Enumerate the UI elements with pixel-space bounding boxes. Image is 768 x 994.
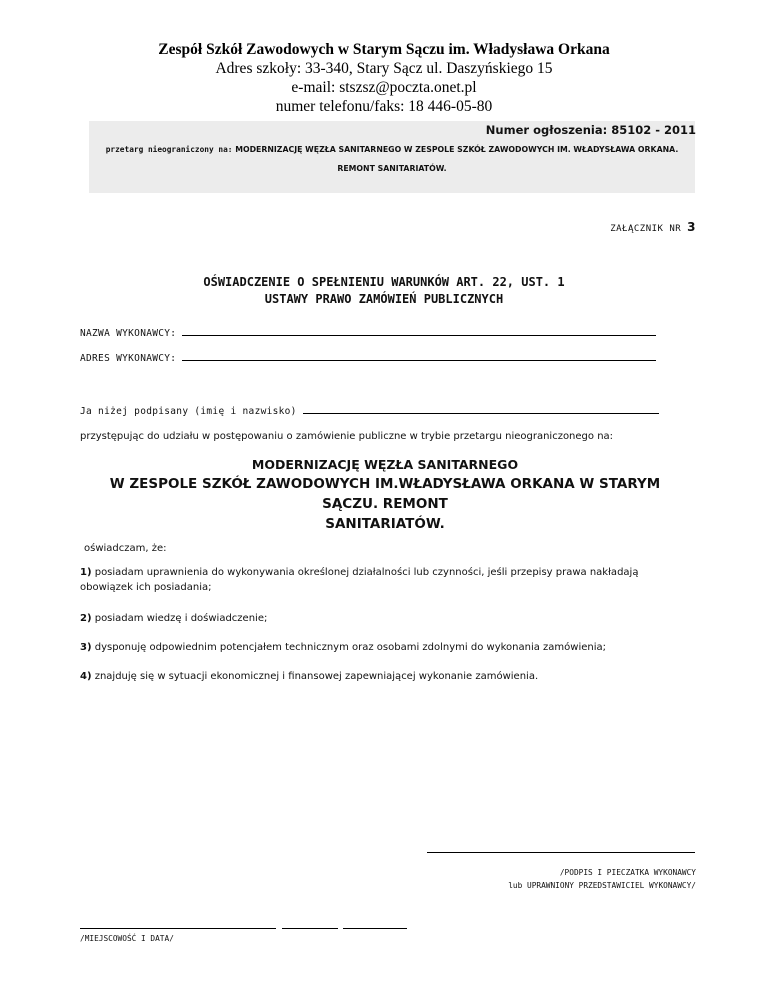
- item-text: dysponuję odpowiednim potencjałem technicznym oraz osobami zdolnymi do wykonania zamówienia;: [94, 642, 607, 653]
- item-text: posiadam uprawnienia do wykonywania określonej działalności lub czynności, jeśli przepisy prawa nakładają obowiązek ich posiadania;: [80, 567, 639, 593]
- signature-caption-1: /PODPIS I PIECZATKA WYKONAWCY: [559, 868, 696, 877]
- signature-line[interactable]: [427, 852, 695, 853]
- contractor-address-field[interactable]: [80, 350, 656, 364]
- list-item: [80, 565, 690, 595]
- contractor-name-label: NAZWA WYKONAWCY:: [80, 328, 177, 339]
- item-text: znajduję się w sytuacji ekonomicznej i finansowej zapewniającej wykonanie zamówienia.: [94, 671, 539, 682]
- contractor-name-field[interactable]: [80, 325, 656, 339]
- signer-field[interactable]: [80, 403, 659, 417]
- item-number: 1): [80, 567, 92, 578]
- attachment-label: [610, 220, 696, 234]
- item-number: 4): [80, 671, 92, 682]
- place-blank[interactable]: [80, 928, 276, 929]
- title-line-1: OŚWIADCZENIE O SPEŁNIENIU WARUNKÓW ART. 22, UST. 1: [203, 275, 565, 289]
- contractor-name-blank[interactable]: [182, 325, 656, 336]
- notice-number: Numer ogłoszenia: 85102 - 2011: [485, 123, 696, 137]
- signature-caption-2: lub UPRAWNIONY PRZEDSTAWICIEL WYKONAWCY/: [508, 881, 696, 890]
- document-title: [0, 274, 768, 308]
- subject-line-3: SANITARIATÓW.: [325, 516, 445, 532]
- attachment-text: ZAŁĄCZNIK NR: [610, 224, 682, 234]
- school-header: [0, 40, 768, 116]
- date-blank-1[interactable]: [282, 928, 338, 929]
- subject-line-1: MODERNIZACJĘ WĘZŁA SANITARNEGO: [251, 457, 519, 472]
- tender-description: [89, 140, 695, 178]
- declare-text: oświadczam, że:: [84, 543, 167, 554]
- item-number: 3): [80, 642, 92, 653]
- item-number: 2): [80, 613, 92, 624]
- place-date-caption: /MIEJSCOWOŚĆ I DATA/: [80, 934, 174, 943]
- subject-line-2: W ZESPOLE SZKÓŁ ZAWODOWYCH IM.WŁADYSŁAWA ORKANA W STARYM SĄCZU. REMONT: [109, 476, 661, 512]
- title-line-2: USTAWY PRAWO ZAMÓWIEŃ PUBLICZNYCH: [264, 292, 504, 306]
- school-phone: numer telefonu/faks: 18 446-05-80: [275, 98, 493, 115]
- signature-caption: [508, 866, 696, 892]
- tender-subject-2: REMONT SANITARIATÓW.: [337, 164, 447, 173]
- tender-prefix: przetarg nieograniczony na:: [105, 145, 233, 154]
- tender-subject-block: [80, 456, 690, 534]
- list-item: [80, 669, 690, 684]
- school-name: Zespół Szkół Zawodowych w Starym Sączu im. Władysława Orkana: [158, 41, 610, 58]
- date-blank-2[interactable]: [343, 928, 407, 929]
- list-item: [80, 640, 690, 655]
- contractor-address-blank[interactable]: [182, 350, 656, 361]
- contractor-address-label: ADRES WYKONAWCY:: [80, 353, 177, 364]
- tender-subject: MODERNIZACJĘ WĘZŁA SANITARNEGO W ZESPOLE SZKÓŁ ZAWODOWYCH IM. WŁADYSŁAWA ORKANA.: [235, 145, 679, 154]
- school-email: e-mail: stszsz@poczta.onet.pl: [291, 79, 477, 96]
- list-item: [80, 611, 690, 626]
- attachment-number: 3: [687, 220, 696, 234]
- signer-blank[interactable]: [303, 403, 659, 414]
- item-text: posiadam wiedzę i doświadczenie;: [94, 613, 268, 624]
- signer-label: Ja niżej podpisany (imię i nazwisko): [80, 406, 297, 417]
- school-address: Adres szkoły: 33-340, Stary Sącz ul. Daszyńskiego 15: [215, 60, 553, 77]
- intro-text: przystępując do udziału w postępowaniu o zamówienie publiczne w trybie przetargu nieograniczonego na:: [80, 431, 614, 442]
